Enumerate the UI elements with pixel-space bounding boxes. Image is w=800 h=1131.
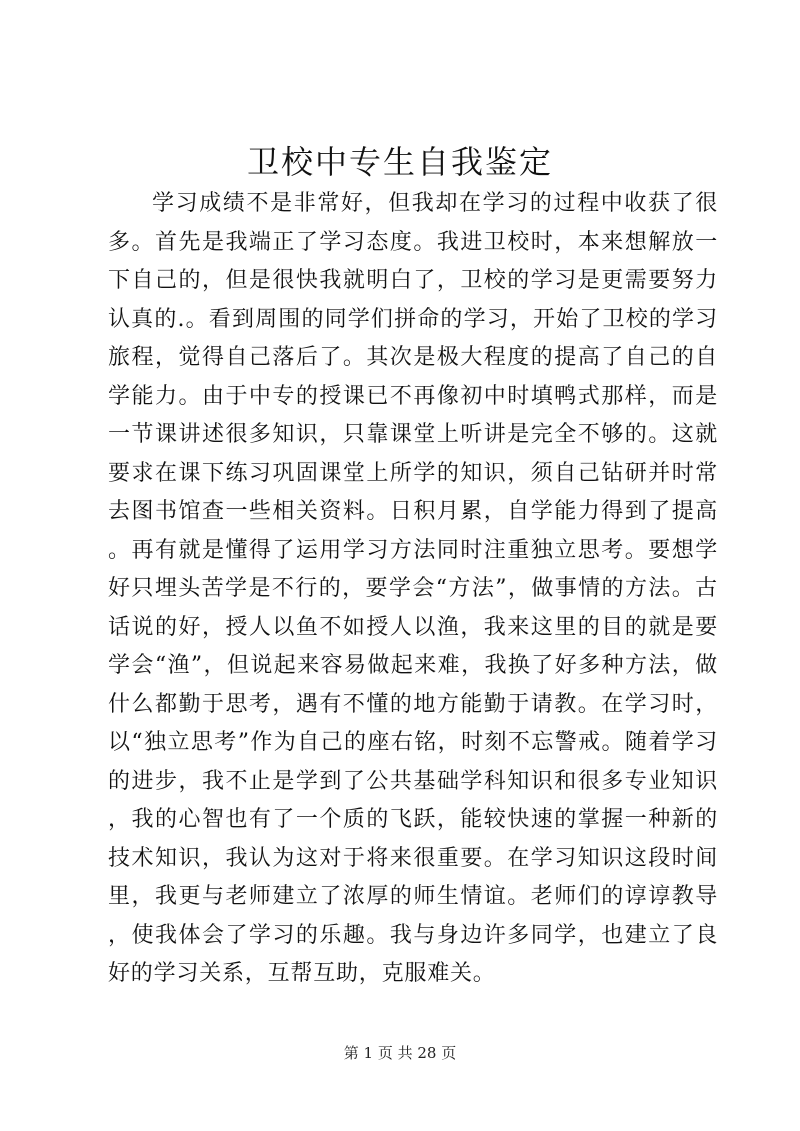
document-title: 卫校中专生自我鉴定: [246, 143, 553, 181]
page-number-footer: 第 1 页 共 28 页: [343, 1044, 457, 1062]
document-body-paragraph: 学习成绩不是非常好，但我却在学习的过程中收获了很多。首先是我端正了学习态度。我进卫校时，本来想解放一下自己的，但是很快我就明白了，卫校的学习是更需要努力认真的.。看到周围的同学们拼命的学习，开始了卫校的学习旅程，觉得自己落后了。其次是极大程度的提高了自己的自学能力。由于中专的授课已不再像初中时填鸭式那样，而是一节课讲述很多知识，只靠课堂上听讲是完全不够的。这就要求在课下练习巩固课堂上所学的知识，须自己钻研并时常去图书馆查一些相关资料。日积月累，自学能力得到了提高。再有就是懂得了运用学习方法同时注重独立思考。要想学好只埋头苦学是不行的，要学会“方法”，做事情的方法。古话说的好，授人以鱼不如授人以渔，我来这里的目的就是要学会“渔”，但说起来容易做起来难，我换了好多种方法，做什么都勤于思考，遇有不懂的地方能勤于请教。在学习时，以“独立思考”作为自己的座右铭，时刻不忘警戒。随着学习的进步，我不止是学到了公共基础学科知识和很多专业知识，我的心智也有了一个质的飞跃，能较快速的掌握一种新的技术知识，我认为这对于将来很重要。在学习知识这段时间里，我更与老师建立了浓厚的师生情谊。老师们的谆谆教导，使我体会了学习的乐趣。我与身边许多同学，也建立了良好的学习关系，互帮互助，克服难关。: [108, 191, 718, 986]
